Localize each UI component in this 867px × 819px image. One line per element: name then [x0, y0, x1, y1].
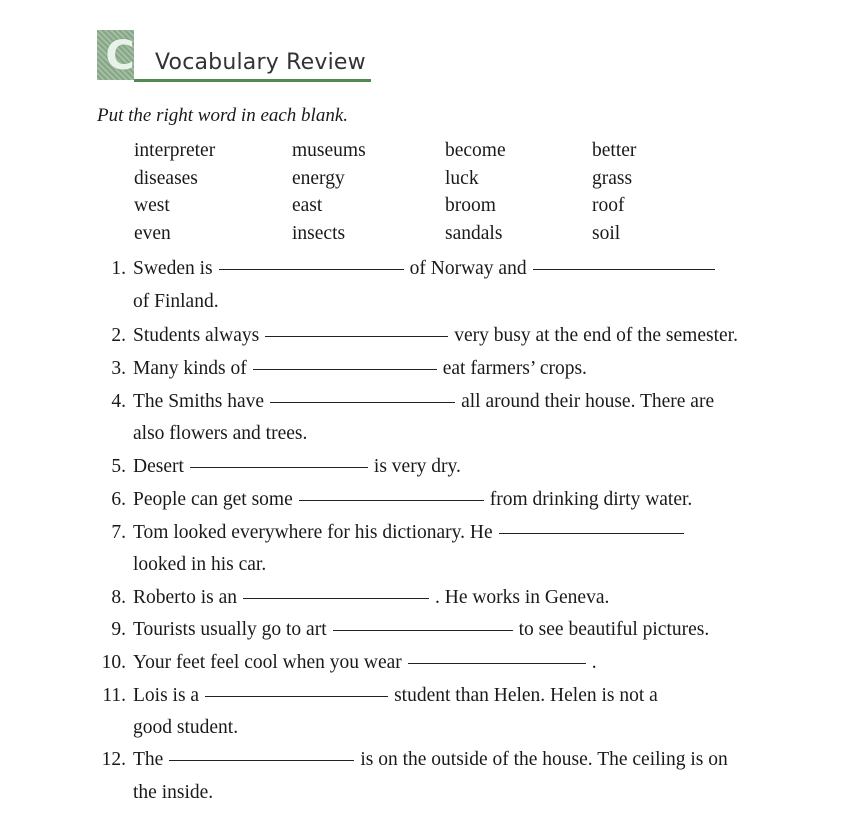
word-bank-item: grass: [592, 168, 633, 189]
word-bank-item: broom: [445, 195, 496, 216]
word-bank-item: west: [134, 195, 170, 216]
sentence-text: The Smiths have: [133, 391, 265, 412]
item-number: 7.: [111, 522, 126, 543]
section-title: Vocabulary Review: [155, 50, 366, 75]
item-number: 6.: [111, 489, 126, 510]
exercise-sentence: [133, 324, 738, 348]
answer-blank[interactable]: [253, 368, 437, 370]
sentence-continuation: of Finland.: [133, 291, 219, 312]
word-bank-item: insects: [292, 223, 346, 244]
exercise-sentence: [133, 651, 597, 675]
word-bank-item: soil: [592, 223, 621, 244]
sentence-continuation: good student.: [133, 717, 239, 738]
answer-blank[interactable]: [205, 695, 388, 697]
exercise-sentence: [133, 618, 709, 642]
word-bank-item: museums: [292, 140, 366, 161]
sentence-text: from drinking dirty water.: [489, 489, 693, 510]
word-bank-item: sandals: [445, 223, 503, 244]
sentence-text: Your feet feel cool when you wear: [133, 652, 402, 673]
exercise-sentence: [133, 684, 658, 708]
sentence-text: student than Helen. Helen is not a: [394, 685, 658, 706]
sentence-text: is very dry.: [373, 456, 461, 477]
exercise-sentence: [133, 455, 461, 479]
section-letter: C: [105, 33, 135, 79]
sentence-text: eat farmers’ crops.: [442, 358, 587, 379]
sentence-text: Tourists usually go to art: [133, 619, 327, 640]
sentence-text: to see beautiful pictures.: [518, 619, 710, 640]
word-bank-item: diseases: [134, 168, 198, 189]
item-number: 3.: [111, 358, 126, 379]
answer-blank[interactable]: [169, 759, 354, 761]
word-bank-item: become: [445, 140, 506, 161]
answer-blank[interactable]: [219, 268, 404, 270]
item-number: 12.: [101, 749, 126, 770]
item-number: 5.: [111, 456, 126, 477]
sentence-text: The: [133, 749, 164, 770]
exercise-sentence: [133, 357, 587, 381]
sentence-text: very busy at the end of the semester.: [454, 325, 738, 346]
sentence-text: of Norway and: [409, 258, 527, 279]
answer-blank[interactable]: [408, 662, 586, 664]
word-bank-item: interpreter: [134, 140, 216, 161]
word-bank-item: energy: [292, 168, 345, 189]
answer-blank[interactable]: [499, 532, 684, 534]
item-number: 4.: [111, 391, 126, 412]
word-bank-item: better: [592, 140, 637, 161]
sentence-continuation: the inside.: [133, 782, 214, 803]
sentence-text: . He works in Geneva.: [434, 587, 610, 608]
section-header: [97, 30, 371, 84]
sentence-text: Tom looked everywhere for his dictionary. He: [133, 522, 493, 543]
exercise-sentence: [133, 257, 721, 281]
sentence-text: Sweden is: [133, 258, 213, 279]
exercise-sentence: [133, 521, 690, 545]
instructions: Put the right word in each blank.: [97, 105, 349, 126]
answer-blank[interactable]: [190, 466, 368, 468]
exercise-sentence: [133, 748, 728, 772]
sentence-continuation: looked in his car.: [133, 554, 267, 575]
item-number: 11.: [102, 685, 126, 706]
word-bank-item: roof: [592, 195, 625, 216]
word-bank-item: even: [134, 223, 171, 244]
exercise-sentence: [133, 488, 692, 512]
answer-blank[interactable]: [299, 499, 484, 501]
word-bank-item: east: [292, 195, 323, 216]
sentence-text: Many kinds of: [133, 358, 247, 379]
item-number: 8.: [111, 587, 126, 608]
item-number: 10.: [101, 652, 126, 673]
answer-blank[interactable]: [243, 597, 429, 599]
exercise-sentence: [133, 390, 714, 414]
word-bank-item: luck: [445, 168, 479, 189]
sentence-continuation: also flowers and trees.: [133, 423, 308, 444]
exercise-sentence: [133, 586, 609, 610]
answer-blank[interactable]: [333, 629, 513, 631]
item-number: 9.: [111, 619, 126, 640]
title-underline: [134, 79, 371, 82]
word-bank: [134, 139, 694, 251]
answer-blank[interactable]: [265, 335, 448, 337]
sentence-text: all around their house. There are: [461, 391, 715, 412]
sentence-text: People can get some: [133, 489, 293, 510]
sentence-text: .: [591, 652, 597, 673]
sentence-text: Students always: [133, 325, 260, 346]
sentence-text: is on the outside of the house. The ceiling is on: [360, 749, 728, 770]
sentence-text: Desert: [133, 456, 184, 477]
item-number: 1.: [111, 258, 126, 279]
sentence-text: Roberto is an: [133, 587, 237, 608]
sentence-text: Lois is a: [133, 685, 200, 706]
item-number: 2.: [111, 325, 126, 346]
answer-blank[interactable]: [533, 268, 715, 270]
answer-blank[interactable]: [270, 401, 455, 403]
